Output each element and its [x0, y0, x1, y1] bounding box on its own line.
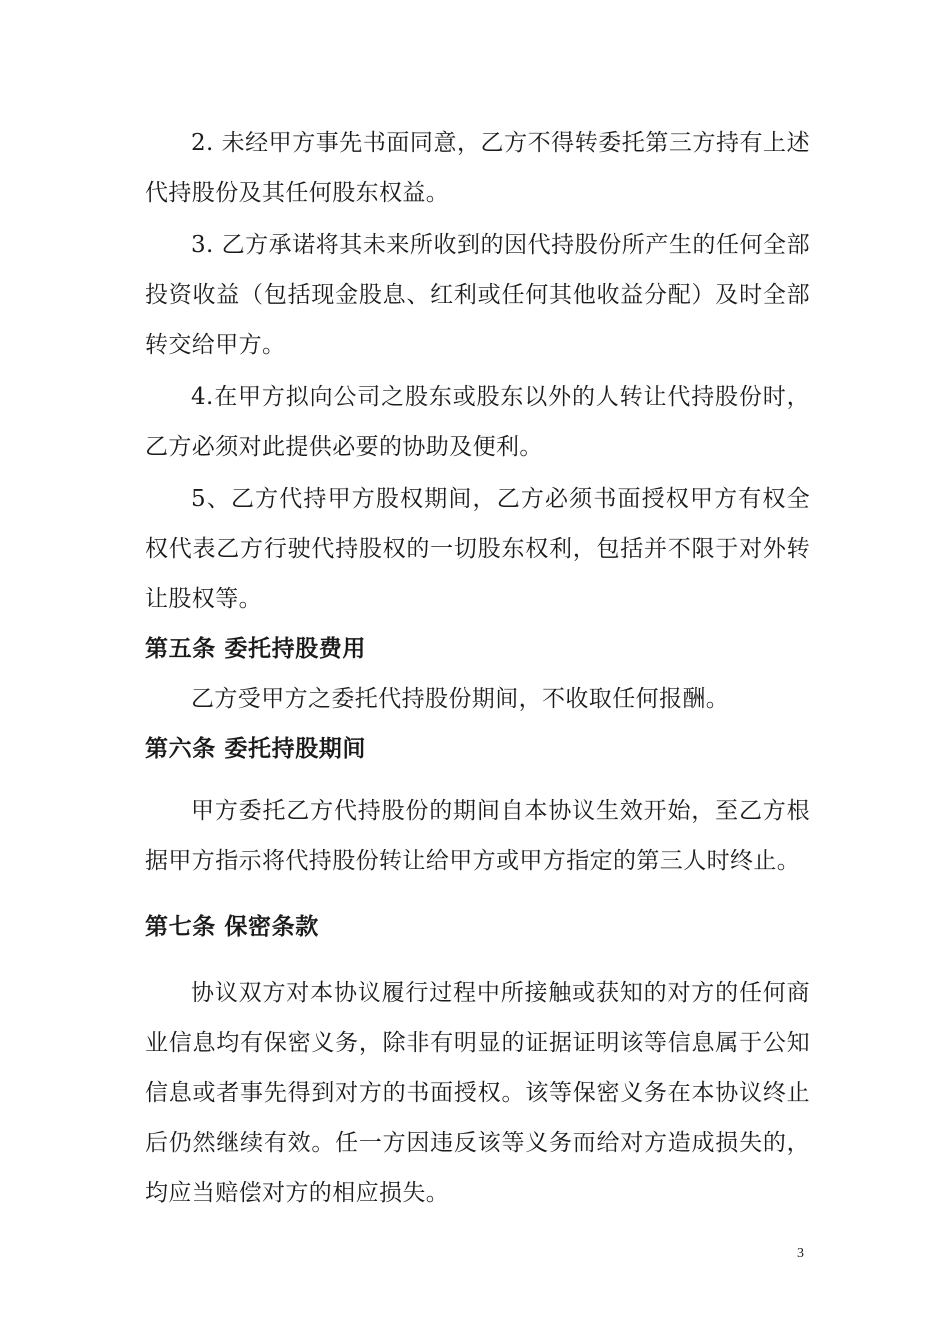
clause-item-3: 3. 乙方承诺将其未来所收到的因代持股份所产生的任何全部投资收益（包括现金股息、红利或任何其他收益分配）及时全部转交给甲方。 [145, 232, 810, 358]
article-6-body: 甲方委托乙方代持股份的期间自本协议生效开始，至乙方根据甲方指示将代持股份转让给甲方或甲方指定的第三人时终止。 [145, 798, 810, 874]
article-6-heading: 第六条 委托持股期间 [145, 735, 367, 762]
clause-item-4: 4.在甲方拟向公司之股东或股东以外的人转让代持股份时，乙方必须对此提供必要的协助及便利。 [145, 384, 810, 460]
article-5-body: 乙方受甲方之委托代持股份期间，不收取任何报酬。 [191, 686, 730, 712]
clause-item-2: 2. 未经甲方事先书面同意，乙方不得转委托第三方持有上述代持股份及其任何股东权益。 [145, 130, 810, 206]
page-number: 3 [797, 1246, 804, 1261]
document-body [145, 118, 810, 1218]
article-7-heading: 第七条 保密条款 [145, 913, 319, 940]
article-5-heading: 第五条 委托持股费用 [145, 635, 367, 662]
article-7-body: 协议双方对本协议履行过程中所接触或获知的对方的任何商业信息均有保密义务，除非有明显的证据证明该等信息属于公知信息或者事先得到对方的书面授权。该等保密义务在本协议终止后仍然继续有效。任一方因违反该等义务而给对方造成损失的，均应当赔偿对方的相应损失。 [145, 980, 810, 1206]
clause-item-5: 5、乙方代持甲方股权期间，乙方必须书面授权甲方有权全权代表乙方行驶代持股权的一切股东权利，包括并不限于对外转让股权等。 [145, 486, 810, 612]
